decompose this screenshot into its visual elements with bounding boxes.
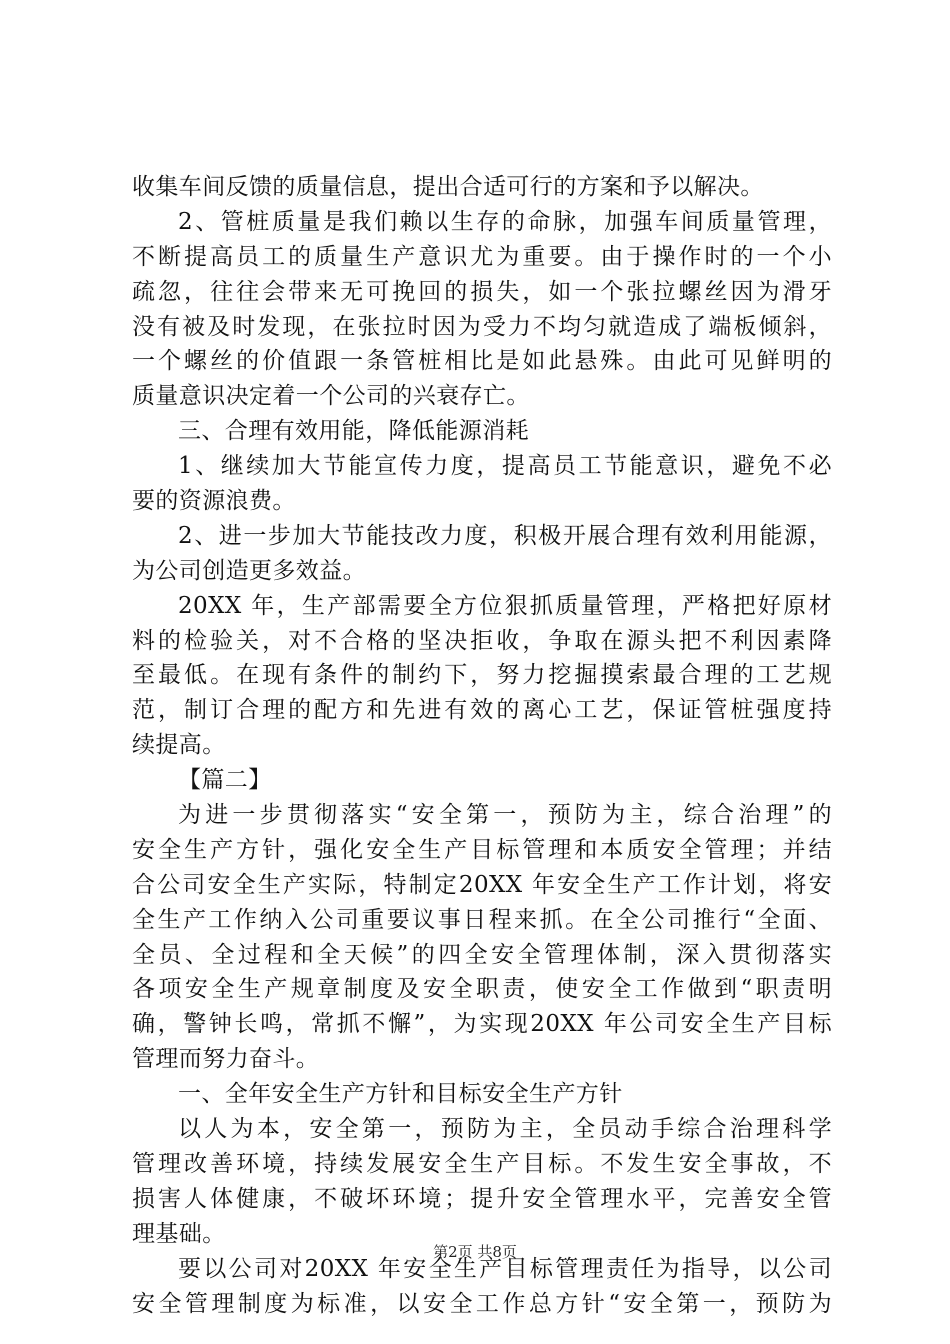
text-line: 安全生产方针，强化安全生产目标管理和本质安全管理；并结	[132, 836, 832, 863]
text-line: 要的资源浪费。	[132, 488, 296, 515]
text-line: 管理改善环境，持续发展安全生产目标。不发生安全事故，不	[132, 1150, 832, 1177]
text-line: 合公司安全生产实际，特制定20XX 年安全生产工作计划，将安	[132, 871, 832, 898]
text-line: 为公司创造更多效益。	[132, 557, 366, 584]
text-line: 范，制订合理的配方和先进有效的离心工艺，保证管桩强度持	[132, 697, 832, 724]
text-line: 三、合理有效用能，降低能源消耗	[178, 418, 529, 445]
text-line: 20XX 年，生产部需要全方位狠抓质量管理，严格把好原材	[178, 592, 832, 619]
text-line: 一、全年安全生产方针和目标安全生产方针	[178, 1081, 623, 1108]
text-line: 理基础。	[132, 1220, 226, 1247]
text-line: 没有被及时发现，在张拉时因为受力不均匀就造成了端板倾斜，	[132, 313, 832, 340]
page-footer: 第2页 共8页	[433, 1243, 517, 1261]
text-line: 各项安全生产规章制度及安全职责，使安全工作做到“职责明	[132, 976, 832, 1003]
text-line: 管理而努力奋斗。	[132, 1046, 320, 1073]
text-line: 确，警钟长鸣，常抓不懈”，为实现20XX 年公司安全生产目标	[132, 1011, 832, 1038]
text-line: 损害人体健康，不破坏环境；提升安全管理水平，完善安全管	[132, 1185, 832, 1212]
text-line: 续提高。	[132, 732, 226, 759]
text-line: 2、管桩质量是我们赖以生存的命脉，加强车间质量管理，	[178, 208, 832, 235]
text-line: 要以公司对20XX 年安全生产目标管理责任为指导，以公司	[178, 1255, 832, 1282]
text-line: 安全管理制度为标准，以安全工作总方针“安全第一，预防为	[132, 1290, 832, 1317]
document-body	[132, 170, 832, 1321]
text-line: 收集车间反馈的质量信息，提出合适可行的方案和予以解决。	[132, 174, 764, 200]
text-line: 不断提高员工的质量生产意识尤为重要。由于操作时的一个小	[132, 243, 832, 270]
text-line: 至最低。在现有条件的制约下，努力挖掘摸索最合理的工艺规	[132, 662, 832, 689]
text-line: 以人为本，安全第一，预防为主，全员动手综合治理科学	[178, 1116, 832, 1143]
text-line: 为进一步贯彻落实“安全第一，预防为主，综合治理”的	[178, 802, 832, 829]
text-line: 2、进一步加大节能技改力度，积极开展合理有效利用能源，	[178, 522, 832, 549]
text-line: 【篇二】	[178, 767, 272, 794]
text-line: 质量意识决定着一个公司的兴衰存亡。	[132, 383, 530, 410]
text-line: 疏忽，往往会带来无可挽回的损失，如一个张拉螺丝因为滑牙	[132, 278, 832, 305]
text-line: 一个螺丝的价值跟一条管桩相比是如此悬殊。由此可见鲜明的	[132, 348, 832, 375]
text-line: 料的检验关，对不合格的坚决拒收，争取在源头把不利因素降	[132, 627, 832, 654]
text-line: 全生产工作纳入公司重要议事日程来抓。在全公司推行“全面、	[132, 906, 832, 933]
text-line: 1、继续加大节能宣传力度，提高员工节能意识，避免不必	[178, 453, 832, 480]
text-line: 全员、全过程和全天候”的四全安全管理体制，深入贯彻落实	[132, 941, 832, 968]
